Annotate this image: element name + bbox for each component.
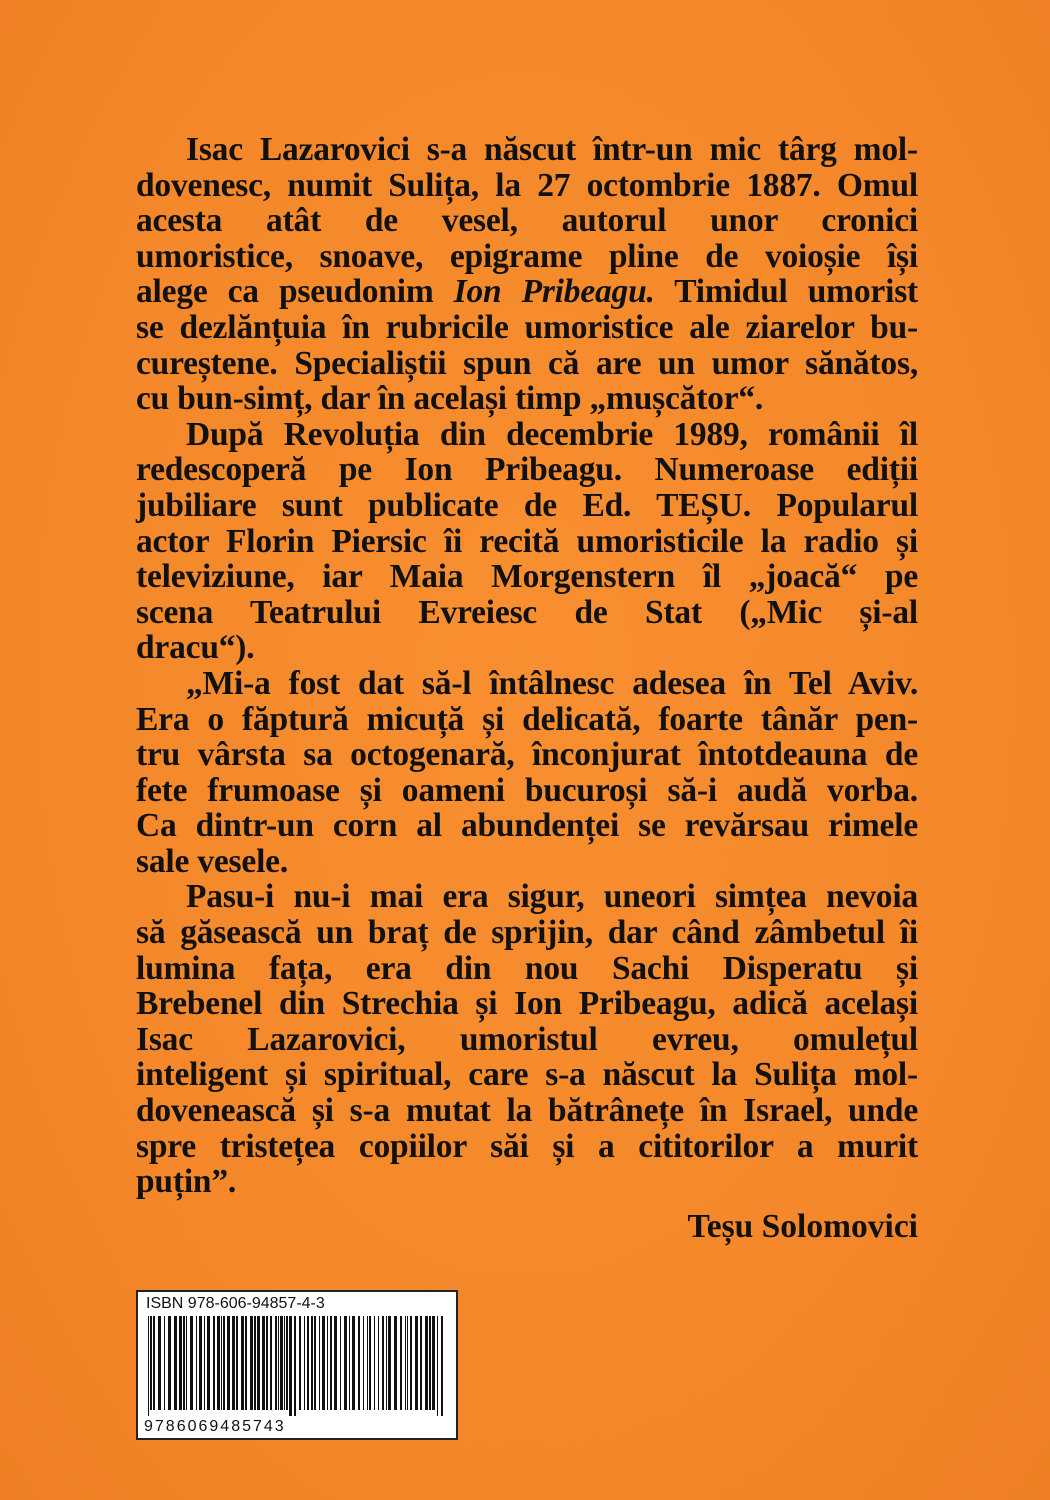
- text-line: actor Florin Piersic îi recită umoristicile la radio și: [136, 522, 918, 560]
- text-line: lumina fața, era din nou Sachi Disperatu și: [136, 949, 918, 987]
- barcode-bar: [245, 1316, 247, 1410]
- barcode-bar: [425, 1316, 428, 1410]
- paragraph: [136, 666, 918, 880]
- barcode-bar: [367, 1316, 368, 1410]
- barcode-bar: [322, 1316, 325, 1410]
- barcode-bar: [284, 1316, 285, 1410]
- barcode-bar: [262, 1316, 265, 1410]
- text-line: inteligent și spiritual, care s-a născut la Sulița mol-: [136, 1056, 918, 1094]
- text-line: sale vesele.: [136, 842, 289, 880]
- barcode-bar: [437, 1316, 438, 1416]
- barcode-bar: [294, 1316, 296, 1416]
- text-line: alege ca pseudonim Ion Pribeagu. Timidul umorist: [136, 273, 918, 311]
- barcode-bar: [369, 1316, 371, 1410]
- barcode-bar: [183, 1316, 185, 1410]
- barcode-bar: [164, 1316, 165, 1410]
- text-line: se dezlănțuia în rubricile umoristice ale ziarelor bu-: [136, 308, 918, 346]
- barcode-bar: [349, 1316, 350, 1410]
- text-line: fete frumoase și oameni bucuroși să-i audă vorba.: [136, 771, 918, 809]
- barcode-bar: [415, 1316, 418, 1410]
- barcode-bar: [441, 1316, 443, 1416]
- barcode-bar: [150, 1316, 152, 1410]
- barcode-bar: [174, 1316, 177, 1410]
- barcode-bar: [330, 1316, 332, 1410]
- barcode-bar: [207, 1316, 210, 1410]
- barcode-bar: [236, 1316, 238, 1410]
- barcode-bar: [204, 1316, 205, 1410]
- text-line: umoristice, snoave, epigrame pline de voioșie își: [136, 237, 918, 275]
- barcode-bar: [340, 1316, 341, 1410]
- barcode-bar: [280, 1316, 283, 1410]
- text-line: să găsească un braț de sprijin, dar când zâmbetul îi: [136, 914, 918, 952]
- barcode-bar: [327, 1316, 328, 1410]
- barcode-bar: [388, 1316, 391, 1410]
- barcode-bar: [270, 1316, 272, 1410]
- text-line: televiziune, iar Maia Morgenstern îl „joacă“ pe: [136, 558, 918, 596]
- barcode-bar: [278, 1316, 279, 1410]
- barcode-bar: [311, 1316, 313, 1410]
- barcode-bar: [217, 1316, 220, 1410]
- barcode-bar: [410, 1316, 412, 1410]
- barcode-bar: [363, 1316, 364, 1410]
- author-signature: Teșu Solomovici: [687, 1208, 918, 1245]
- text-line: cu bun-simț, dar în același timp „mușcător“.: [136, 380, 764, 418]
- blurb-text: [136, 132, 918, 1200]
- barcode-bar: [257, 1316, 260, 1410]
- barcode-bar: [405, 1316, 406, 1410]
- isbn-label: ISBN 978-606-94857-4-3: [146, 1295, 325, 1312]
- barcode-bar: [314, 1316, 316, 1410]
- barcode-bar: [221, 1316, 222, 1410]
- barcode-bar: [232, 1316, 235, 1410]
- barcode-bar: [432, 1316, 435, 1410]
- text-line: Era o făptură micuță și delicată, foarte tânăr pen-: [136, 700, 918, 738]
- text-line: redescoperă pe Ion Pribeagu. Numeroase ediții: [136, 451, 918, 489]
- isbn-barcode: [136, 1290, 458, 1440]
- barcode-bar: [289, 1316, 292, 1416]
- paragraph: [136, 132, 918, 417]
- barcode-bar: [378, 1316, 379, 1410]
- text-line: tru vârsta sa octogenară, înconjurat întotdeauna de: [136, 736, 918, 774]
- barcode-bar: [286, 1316, 288, 1410]
- barcode-bar: [299, 1316, 301, 1410]
- barcode-bar: [307, 1316, 309, 1410]
- barcode-bar: [304, 1316, 305, 1410]
- text-line: scena Teatrului Evreiesc de Stat („Mic și-al: [136, 593, 918, 631]
- barcode-bar: [196, 1316, 197, 1410]
- barcode-bar: [213, 1316, 215, 1410]
- barcode-bar: [168, 1316, 171, 1410]
- barcode-bar: [227, 1316, 230, 1410]
- paragraph: [136, 417, 918, 666]
- text-line: Isac Lazarovici, umoristul evreu, omulețul: [136, 1020, 918, 1058]
- barcode-bar: [394, 1316, 397, 1410]
- barcode-bar: [407, 1316, 408, 1410]
- barcode-bar: [250, 1316, 253, 1410]
- barcode-bar: [275, 1316, 277, 1410]
- barcode-bar: [153, 1316, 155, 1410]
- text-line: dovenească și s-a mutat la bătrânețe în Israel, unde: [136, 1092, 918, 1130]
- barcode-bar: [319, 1316, 320, 1410]
- text-line: dracu“).: [136, 629, 255, 667]
- barcode-bar: [400, 1316, 402, 1410]
- barcode-bar: [241, 1316, 244, 1410]
- barcode-bar: [386, 1316, 387, 1410]
- barcode-bar: [266, 1316, 268, 1410]
- barcode-bar: [199, 1316, 202, 1410]
- barcode-bar: [352, 1316, 355, 1410]
- text-line: „Mi-a fost dat să-l întâlnesc adesea în Tel Aviv.: [186, 664, 918, 702]
- text-line: dovenesc, numit Sulița, la 27 octombrie 1887. Omul: [136, 166, 918, 204]
- barcode-bar: [186, 1316, 187, 1410]
- text-line: spre tristețea copiilor săi și a cititorilor a murit: [136, 1127, 918, 1165]
- barcode-bar: [358, 1316, 360, 1410]
- barcode-bar: [148, 1316, 149, 1416]
- pseudonym: Ion Pribeagu.: [453, 273, 655, 311]
- barcode-bar: [223, 1316, 225, 1410]
- barcode-bar: [344, 1316, 347, 1410]
- text-line: Isac Lazarovici s-a născut într-un mic târg mol-: [186, 131, 918, 168]
- text-line: Ca dintr-un corn al abundenței se revărsau rimele: [136, 807, 918, 845]
- text-line: acesta atât de vesel, autorul unor cronici: [136, 202, 918, 240]
- barcode-bar: [254, 1316, 256, 1410]
- barcode-bar: [158, 1316, 161, 1410]
- paragraph: [136, 879, 918, 1199]
- barcode-bar: [420, 1316, 422, 1410]
- text-line: După Revoluția din decembrie 1989, românii îl: [186, 415, 918, 453]
- barcode-bars: [144, 1316, 450, 1416]
- barcode-bar: [382, 1316, 384, 1410]
- barcode-digits: 9786069485743: [144, 1418, 286, 1435]
- barcode-bar: [179, 1316, 182, 1410]
- barcode-bar: [334, 1316, 337, 1410]
- text-line: Pasu-i nu-i mai era sigur, uneori simțea nevoia: [186, 878, 918, 916]
- text-line: puțin”.: [136, 1163, 237, 1201]
- text-line: Brebenel din Strechia și Ion Pribeagu, adică același: [136, 985, 918, 1023]
- barcode-bar: [429, 1316, 431, 1410]
- text-line: cureștene. Specialiștii spun că are un umor sănătos,: [136, 344, 918, 382]
- text-line: jubiliare sunt publicate de Ed. TEȘU. Popularul: [136, 486, 918, 524]
- barcode-bar: [190, 1316, 193, 1410]
- barcode-bar: [374, 1316, 375, 1410]
